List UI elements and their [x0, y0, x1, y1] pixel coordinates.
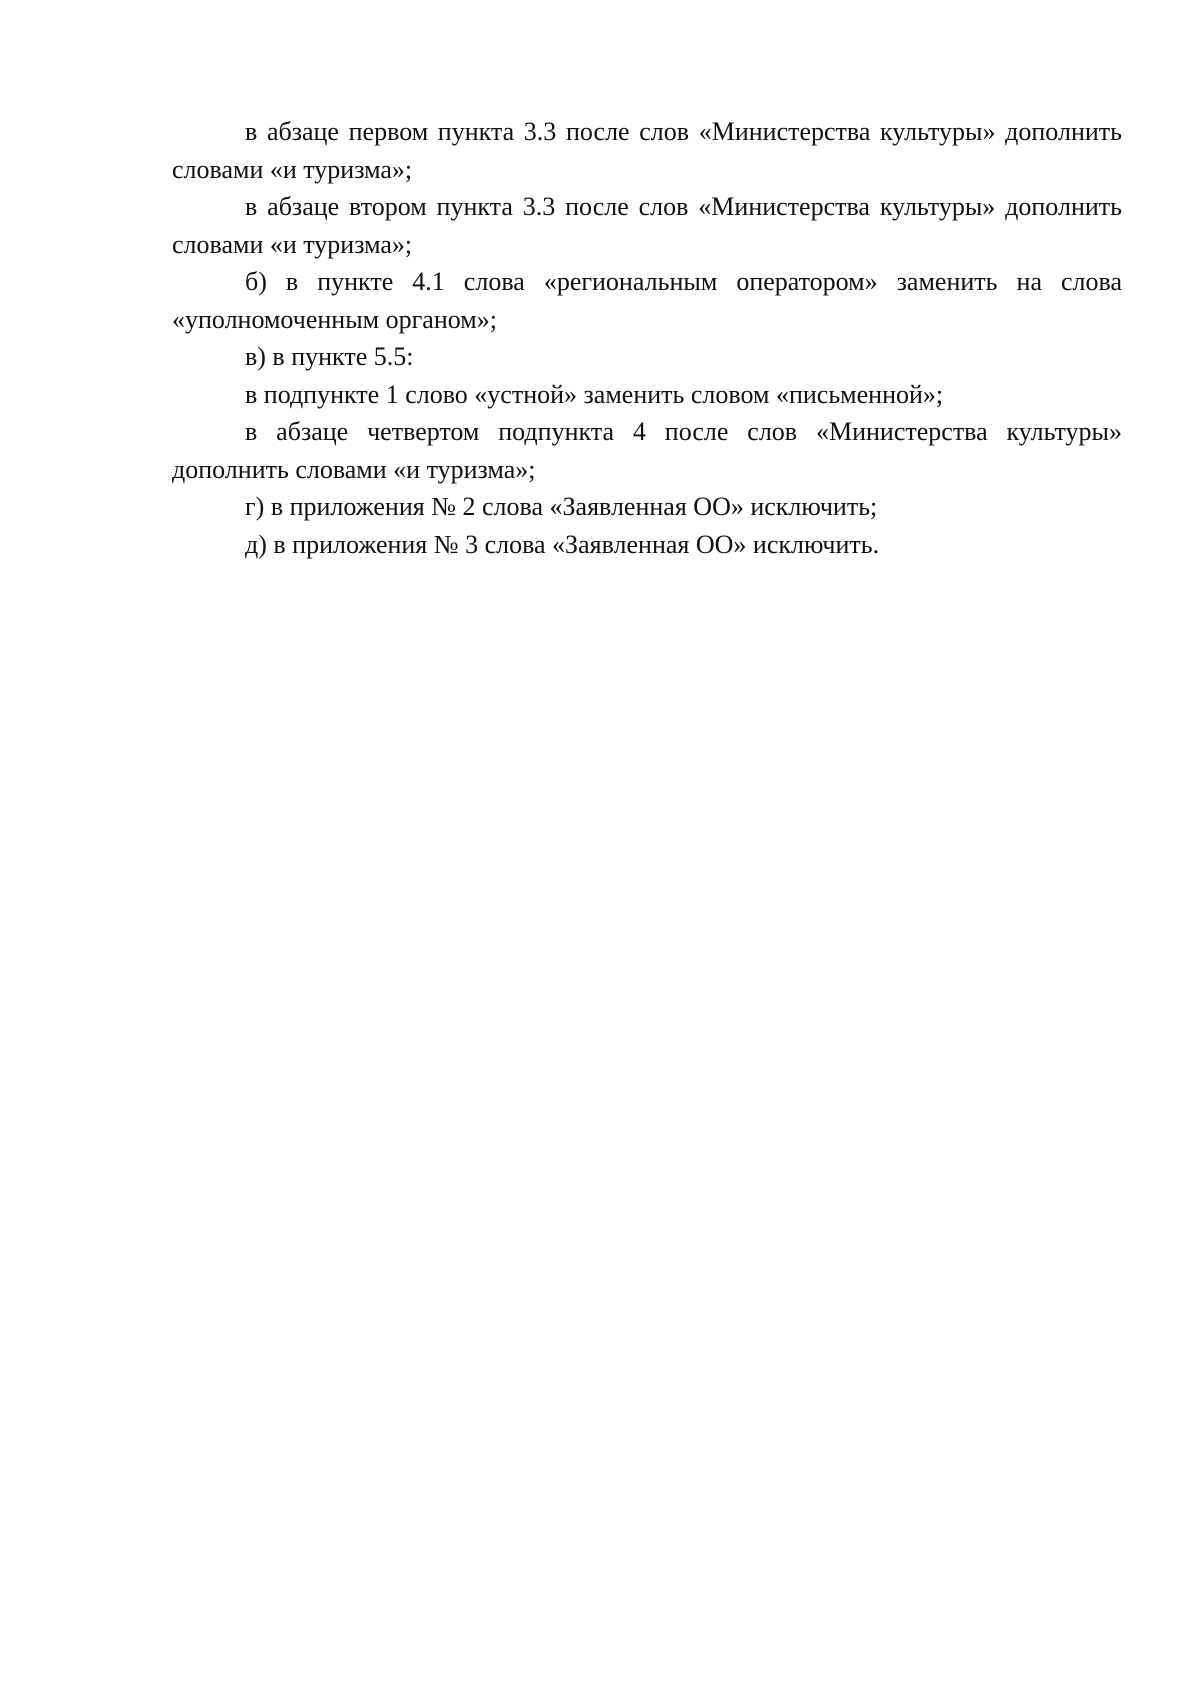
paragraph-abzac-pervyi-3-3: в абзаце первом пункта 3.3 после слов «Министерства культуры» дополнить словами «и туризма»; [172, 117, 1122, 184]
paragraph-g-prilozhenie-2: г) в приложения № 2 слова «Заявленная ОО» исключить; [245, 492, 878, 521]
paragraph-b-punkt-4-1: б) в пункте 4.1 слова «региональным оператором» заменить на слова «уполномоченным органом»; [172, 267, 1122, 334]
paragraph-abzac-chetvertyi-podpunkt-4: в абзаце четвертом подпункта 4 после слов «Министерства культуры» дополнить словами «и туризма»; [172, 417, 1122, 484]
paragraph-d-prilozhenie-3: д) в приложения № 3 слова «Заявленная ОО» исключить. [245, 529, 880, 559]
document-body [172, 113, 1122, 563]
paragraph-v-punkt-5-5: в) в пункте 5.5: [245, 342, 414, 371]
paragraph-abzac-vtoroi-3-3: в абзаце втором пункта 3.3 после слов «Министерства культуры» дополнить словами «и туризма»; [172, 192, 1122, 259]
paragraph-podpunkt-1: в подпункте 1 слово «устной» заменить словом «письменной»; [245, 379, 944, 409]
